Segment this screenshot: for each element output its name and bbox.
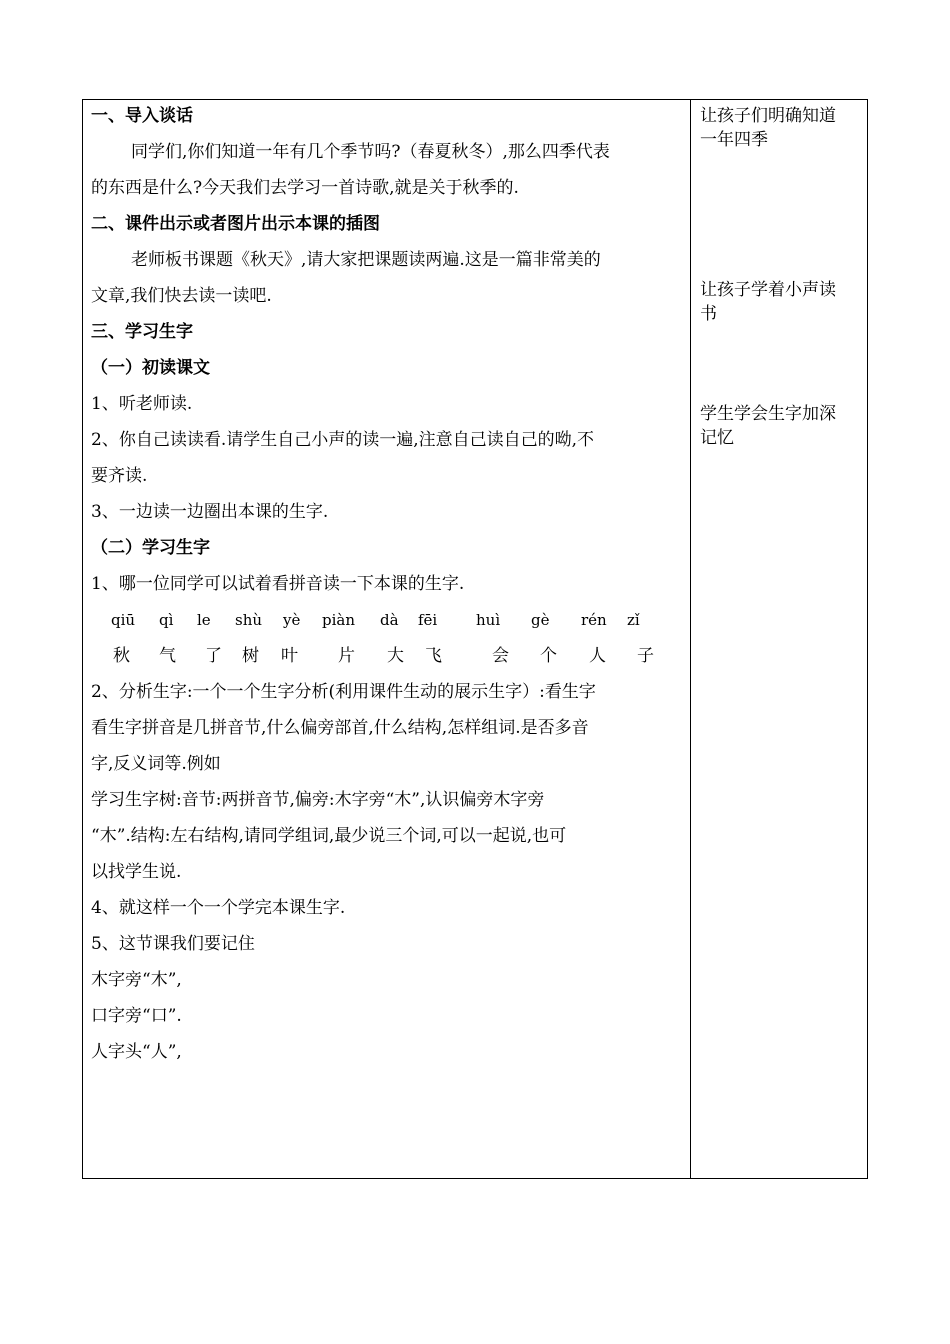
character: 个 [540, 646, 557, 666]
pinyin-row [91, 609, 685, 631]
note-line: 学生学会生字加深 [700, 404, 836, 424]
character: 树 [242, 646, 259, 666]
paragraph-line: 学习生字树:音节:两拼音节,偏旁:木字旁“木”,认识偏旁木字旁 [91, 790, 545, 810]
character: 子 [637, 646, 654, 666]
character: 飞 [425, 646, 442, 666]
list-item: 4、就这样一个一个学完本课生字. [91, 898, 346, 918]
radical-item: 木字旁“木”, [91, 970, 182, 990]
character: 气 [159, 646, 176, 666]
lesson-plan-table [82, 99, 868, 1179]
note-line: 让孩子们明确知道 [700, 106, 836, 126]
list-item-continuation: 要齐读. [91, 466, 148, 486]
note-line: 一年四季 [700, 130, 768, 150]
pinyin: shù [235, 611, 263, 629]
pinyin: qì [159, 611, 174, 629]
column-divider [690, 100, 691, 1178]
character: 人 [589, 646, 606, 666]
list-item-continuation: 字,反义词等.例如 [91, 754, 221, 774]
radical-item: 人字头“人”, [91, 1042, 182, 1062]
section-heading-characters: 三、学习生字 [91, 322, 193, 342]
paragraph-line: 的东西是什么?今天我们去学习一首诗歌,就是关于秋季的. [91, 178, 519, 198]
character: 片 [338, 646, 355, 666]
pinyin: piàn [322, 611, 356, 629]
character: 叶 [281, 646, 298, 666]
list-item-continuation: 看生字拼音是几拼音节,什么偏旁部首,什么结构,怎样组词.是否多音 [91, 718, 589, 738]
list-item: 2、分析生字:一个一个生字分析(利用课件生动的展示生字）:看生字 [91, 682, 596, 702]
paragraph-line: “木”.结构:左右结构,请同学组词,最少说三个词,可以一起说,也可 [91, 826, 567, 846]
pinyin: rén [581, 611, 607, 629]
character: 秋 [113, 646, 130, 666]
character: 会 [492, 646, 509, 666]
pinyin: fēi [418, 611, 438, 629]
list-item: 3、一边读一边圈出本课的生字. [91, 502, 329, 522]
pinyin: yè [283, 611, 301, 629]
subsection-heading-learn-characters: （二）学习生字 [91, 538, 210, 558]
subsection-heading-first-reading: （一）初读课文 [91, 358, 210, 378]
paragraph-line: 以找学生说. [91, 862, 182, 882]
character: 大 [387, 646, 404, 666]
pinyin: dà [380, 611, 399, 629]
section-heading-courseware: 二、课件出示或者图片出示本课的插图 [91, 214, 380, 234]
note-line: 书 [700, 304, 717, 324]
pinyin: huì [476, 611, 501, 629]
radical-item: 口字旁“口”. [91, 1006, 182, 1026]
section-heading-intro: 一、导入谈话 [91, 106, 193, 126]
pinyin: zǐ [627, 611, 640, 629]
character: 了 [205, 646, 222, 666]
list-item: 5、这节课我们要记住 [91, 934, 255, 954]
paragraph-line: 文章,我们快去读一读吧. [91, 286, 272, 306]
pinyin: le [197, 611, 211, 629]
note-line: 记忆 [700, 428, 734, 448]
list-item: 1、哪一位同学可以试着看拼音读一下本课的生字. [91, 574, 465, 594]
character-row [91, 645, 685, 667]
pinyin: gè [531, 611, 550, 629]
paragraph-line: 老师板书课题《秋天》,请大家把课题读两遍.这是一篇非常美的 [131, 250, 601, 270]
paragraph-line: 同学们,你们知道一年有几个季节吗?（春夏秋冬）,那么四季代表 [131, 142, 610, 162]
list-item: 2、你自己读读看.请学生自己小声的读一遍,注意自己读自己的呦,不 [91, 430, 595, 450]
note-line: 让孩子学着小声读 [700, 280, 836, 300]
pinyin: qiū [111, 611, 136, 629]
list-item: 1、听老师读. [91, 394, 193, 414]
